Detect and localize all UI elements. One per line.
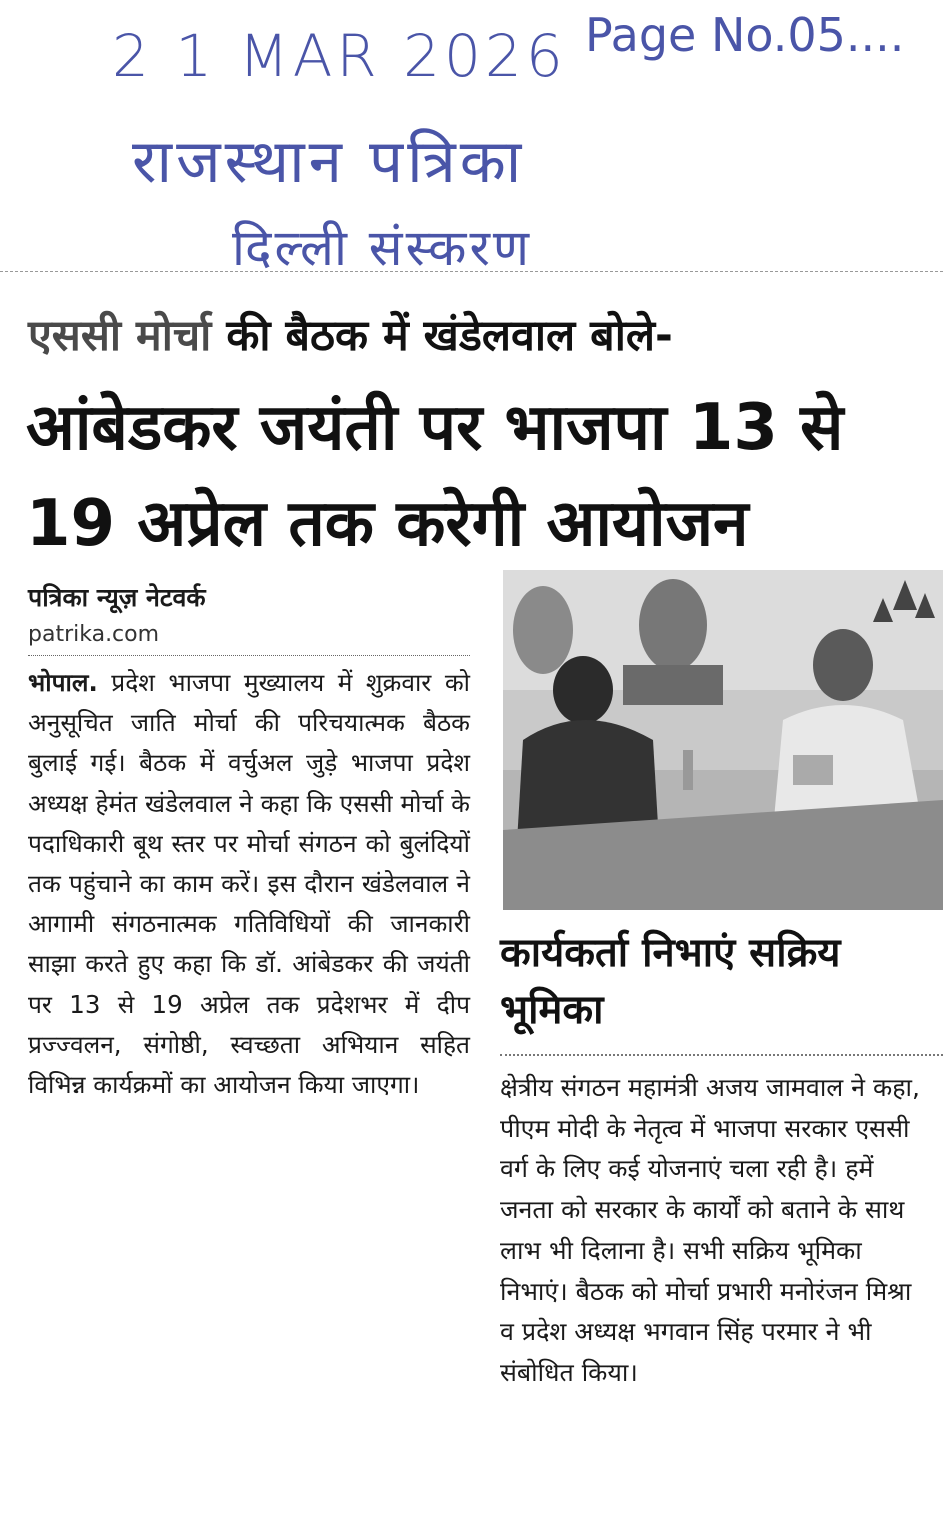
headline: आंबेडकर जयंती पर भाजपा 13 से 19 अप्रेल तक करेगी आयोजन [26, 391, 844, 561]
body-text-left: प्रदेश भाजपा मुख्यालय में शुक्रवार को अनुसूचित जाति मोर्चा की परिचयात्मक बैठक बुलाई गई। बैठक में वर्चुअल जुड़े भाजपा प्रदेश अध्यक्ष हेमंत खंडेलवाल ने कहा कि एससी मोर्चा के पदाधिकारी बूथ स्तर पर मोर्चा संगठन को बुलंदियों तक पहुंचाने का काम करें। इस दौरान खंडेलवाल ने आगामी संगठनात्मक गतिविधियों की जानकारी साझा करते हुए कहा कि डॉ. आंबेडकर की जयंती पर 13 से 19 अप्रेल तक प्रदेशभर में दीप प्रज्ज्वलन, संगोष्ठी, स्वच्छता अभियान सहित विभिन्न कार्यक्रमों का आयोजन किया जाएगा। [28, 668, 470, 1100]
stamp-edition: दिल्ली संस्करण [232, 219, 533, 277]
article-body-left [28, 663, 470, 1105]
top-divider [0, 271, 943, 272]
kicker [28, 304, 673, 363]
meeting-photo [503, 570, 943, 910]
article-body-right: क्षेत्रीय संगठन महामंत्री अजय जामवाल ने कहा, पीएम मोदी के नेतृत्व में भाजपा सरकार एससी वर्ग के लिए कई योजनाएं चला रही है। हमें जनता को सरकार के कार्यों को बताने के साथ लाभ भी दिलाना है। सभी सक्रिय भूमिका निभाएं। बैठक को मोर्चा प्रभारी मनोरंजन मिश्रा व प्रदेश अध्यक्ष भगवान सिंह परमार ने भी संबोधित किया। [500, 1073, 920, 1387]
byline: पत्रिका न्यूज़ नेटवर्क [28, 583, 206, 612]
kicker-part-2: की बैठक में खंडेलवाल बोले- [226, 311, 673, 361]
subheading: कार्यकर्ता निभाएं सक्रिय भूमिका [500, 930, 841, 1033]
byline-divider [28, 655, 470, 656]
kicker-part-1: एससी मोर्चा [28, 311, 212, 361]
stamp-newspaper-name: राजस्थान पत्रिका [132, 127, 526, 197]
meeting-photo-illustration [503, 570, 943, 910]
subheading-divider [500, 1054, 943, 1056]
website: patrika.com [28, 622, 160, 647]
stamp-page-number: Page No.05.... [585, 8, 905, 62]
stamp-date: 2 1 MAR 2026 [112, 22, 567, 90]
dateline: भोपाल. [28, 668, 98, 697]
